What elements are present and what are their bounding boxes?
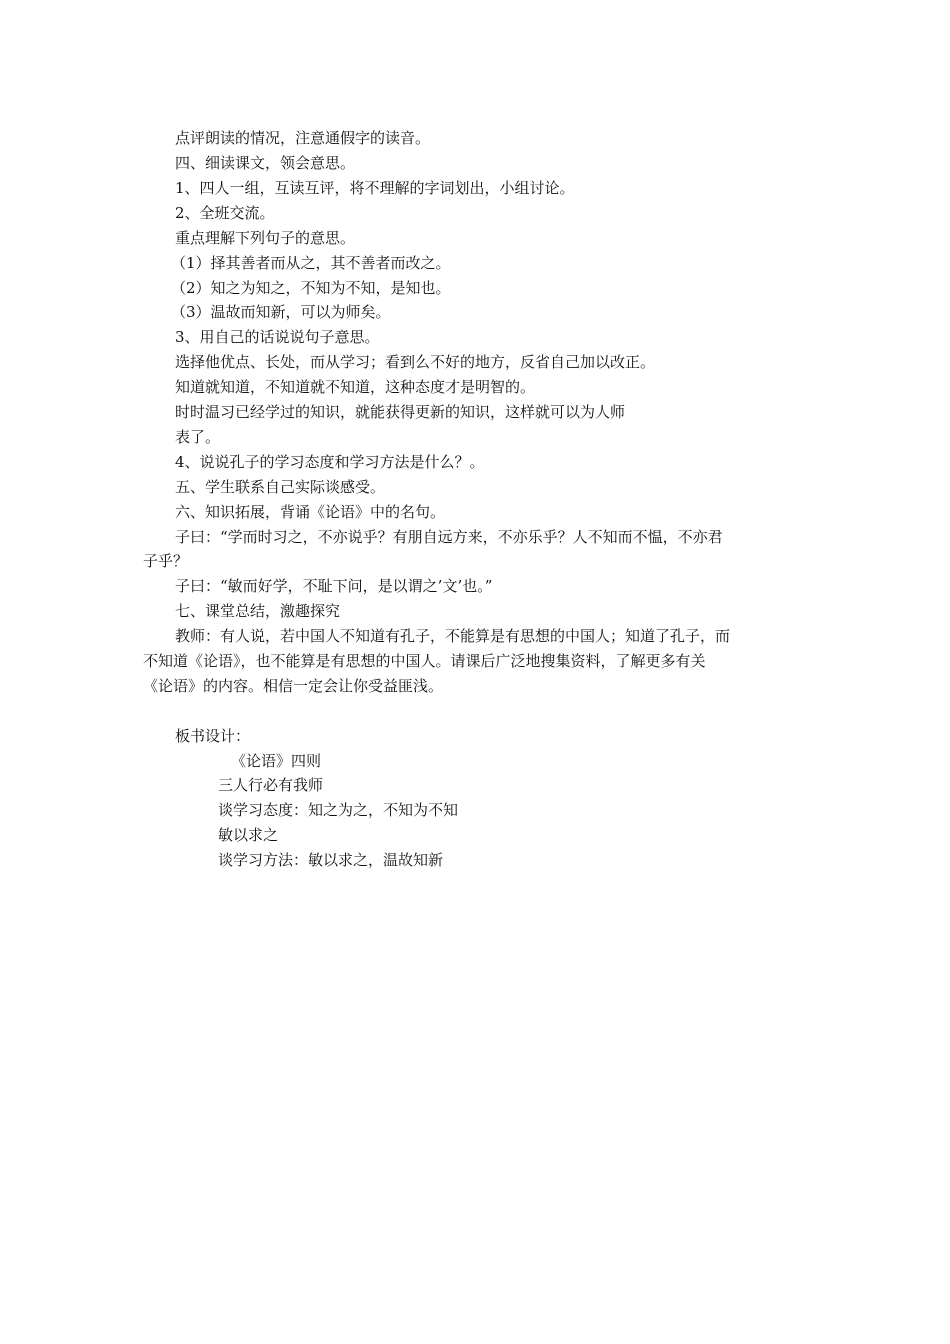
section-heading: 五、学生联系自己实际谈感受。 (175, 478, 386, 496)
section-heading: 七、课堂总结，激趣探究 (175, 602, 341, 620)
paragraph-line: 4、说说孔子的学习态度和学习方法是什么？。 (175, 453, 485, 471)
paragraph-line: 选择他优点、长处，而从学习；看到么不好的地方，反省自己加以改正。 (175, 353, 656, 371)
paragraph-line: 子曰：“学而时习之，不亦说乎？有朋自远方来，不亦乐乎？人不知而不愠，不亦君 (175, 528, 723, 546)
paragraph-line: 表了。 (175, 428, 221, 446)
paragraph-line: 不知道《论语》，也不能算是有思想的中国人。请课后广泛地搜集资料，了解更多有关 (143, 652, 706, 670)
paragraph-line: 子乎？ (143, 552, 189, 570)
section-heading: 六、知识拓展，背诵《论语》中的名句。 (175, 503, 446, 521)
section-heading: 四、细读课文，领会意思。 (175, 154, 356, 172)
paragraph-line: 3、用自己的话说说句子意思。 (175, 328, 380, 346)
board-item: 敏以求之 (218, 826, 279, 844)
paragraph-line: 教师：有人说，若中国人不知道有孔子，不能算是有思想的中国人；知道了孔子，而 (175, 627, 731, 645)
board-item: 谈学习方法：敏以求之，温故知新 (218, 851, 444, 869)
board-heading: 板书设计： (175, 727, 251, 745)
quote-item: （2）知之为知之，不知为不知，是知也。 (171, 279, 451, 297)
paragraph-line: 子曰：“敏而好学，不耻下问，是以谓之’文’也。” (175, 577, 493, 595)
paragraph-line: 2、全班交流。 (175, 204, 275, 222)
paragraph-line: 《论语》的内容。相信一定会让你受益匪浅。 (143, 677, 444, 695)
board-item: 三人行必有我师 (218, 776, 324, 794)
paragraph-line: 重点理解下列句子的意思。 (175, 229, 356, 247)
paragraph-line: 1、四人一组，互读互评，将不理解的字词划出，小组讨论。 (175, 179, 575, 197)
board-item: 谈学习态度：知之为之，不知为不知 (218, 801, 459, 819)
paragraph-line: 点评朗读的情况，注意通假字的读音。 (175, 129, 431, 147)
paragraph-line: 知道就知道，不知道就不知道，这种态度才是明智的。 (175, 378, 536, 396)
paragraph-line: 时时温习已经学过的知识，就能获得更新的知识，这样就可以为人师 (175, 403, 626, 421)
board-title: 《论语》四则 (231, 752, 322, 770)
quote-item: （3）温故而知新，可以为师矣。 (171, 303, 391, 321)
quote-item: （1）择其善者而从之，其不善者而改之。 (171, 254, 451, 272)
